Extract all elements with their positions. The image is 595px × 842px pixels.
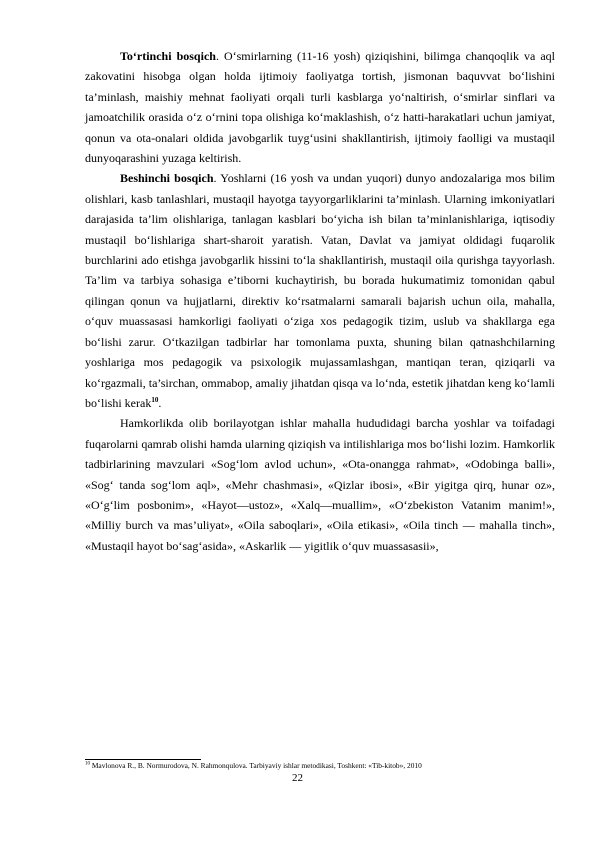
stage-five-heading: Beshinchi bosqich: [120, 171, 214, 186]
stage-four-heading: To‘rtinchi bosqich: [120, 49, 216, 63]
page-number: 22: [292, 772, 303, 784]
footnote: [85, 761, 555, 771]
stage-four-text: . O‘smirlarning (11-16 yosh) qiziqishini, bilimga chanqoqlik va aql zakovatini hisobga olgan holda ijtimoiy faoliyatga tortish, jismonan baquvvat bo‘lishini ta’minlash, maishiy mehnat faoliyati orqali turli kasblarga yo‘naltirish, o‘smirlar sinflari va jamoatchilik orasida o‘z o‘rnini topa olishiga ko‘maklashish, o‘z hatti-harakatlari uchun jamiyat, qonun va ota-onalari oldida javobgarlik tuyg‘usini shakllantirish, ijtimoiy faolligi va mustaqil dunyoqarashini yuzaga keltirish.: [85, 49, 555, 166]
body-text: [85, 46, 555, 556]
paragraph-cooperation: [85, 413, 555, 556]
paragraph-stage-five: [85, 168, 555, 413]
footnote-separator: [85, 759, 201, 760]
stage-five-tail: .: [158, 395, 162, 410]
footnote-text: Mavlonova R., B. Normurodova, N. Rahmonqulova. Tarbiyaviy ishlar metodikasi, Toshkent: «Tib-kitob», 2010: [90, 761, 422, 770]
paragraph-stage-four: [85, 46, 555, 168]
footnote-reference: 10: [151, 395, 159, 404]
stage-five-text: . Yoshlarni (16 yosh va undan yuqori) dunyo andozalariga mos bilim olishlari, kasb tanlashlari, mustaqil hayotga tayyorgarliklarini ta’minlash. Ularning imkoniyatlari darajasida ta’lim olishlariga, tanlagan kasblari bo‘yicha ish bilan ta’minlanishlariga, iqtisodiy mustaqil bo‘lishlariga shart-sharoit yaratish. Vatan, Davlat va jamiyat oldidagi fuqarolik burchlarini ado etishga javobgarlik hissini to‘la shakllantirish, mustaqil oila qurishga tayyorlash. Ta’lim va tarbiya sohasiga e’tiborni kuchaytirish, bu borada hukumatimiz tomonidan qabul qilingan qonun va hujjatlarni, direktiv ko‘rsatmalarni samarali bajarish uchun oila, mahalla, o‘quv muassasasi hamkorligi faoliyati o‘ziga xos pedagogik tizim, uslub va shakllarga ega bo‘lishi zarur. O‘tkazilgan tadbirlar har tomonlama puxta, shuning bilan qatnashchilarning yoshlariga mos pedagogik va psixologik mujassamlashgan, mantiqan teran, qiziqarli va ko‘rgazmali, ta’sirchan, ommabop, amaliy jihatdan qisqa va lo‘nda, estetik jihatdan keng ko‘lamli bo‘lishi kerak: [85, 171, 555, 410]
cooperation-text: Hamkorlikda olib borilayotgan ishlar mahalla hududidagi barcha yoshlar va toifadagi fuqarolarni qamrab olishi hamda ularning qiziqish va intilishlariga mos bo‘lishi lozim. Hamkorlik tadbirlarining mavzulari «Sog‘lom avlod uchun», «Ota-onangga rahmat», «Odobinga balli», «Sog‘ tanda sog‘lom aql», «Mehr chashmasi», «Qizlar ibosi», «Bir yigitga qirq, hunar oz», «O‘g‘lim posbonim», «Hayot—ustoz», «Xalq—muallim», «O‘zbekiston Vatanim manim!», «Milliy burch va mas’uliyat», «Oila saboqlari», «Oila etikasi», «Oila tinch — mahalla tinch», «Mustaqil hayot bo‘sag‘asida», «Askarlik — yigitlik o‘quv muassasasii»,: [85, 416, 555, 553]
footnote-number: 10: [85, 761, 90, 767]
